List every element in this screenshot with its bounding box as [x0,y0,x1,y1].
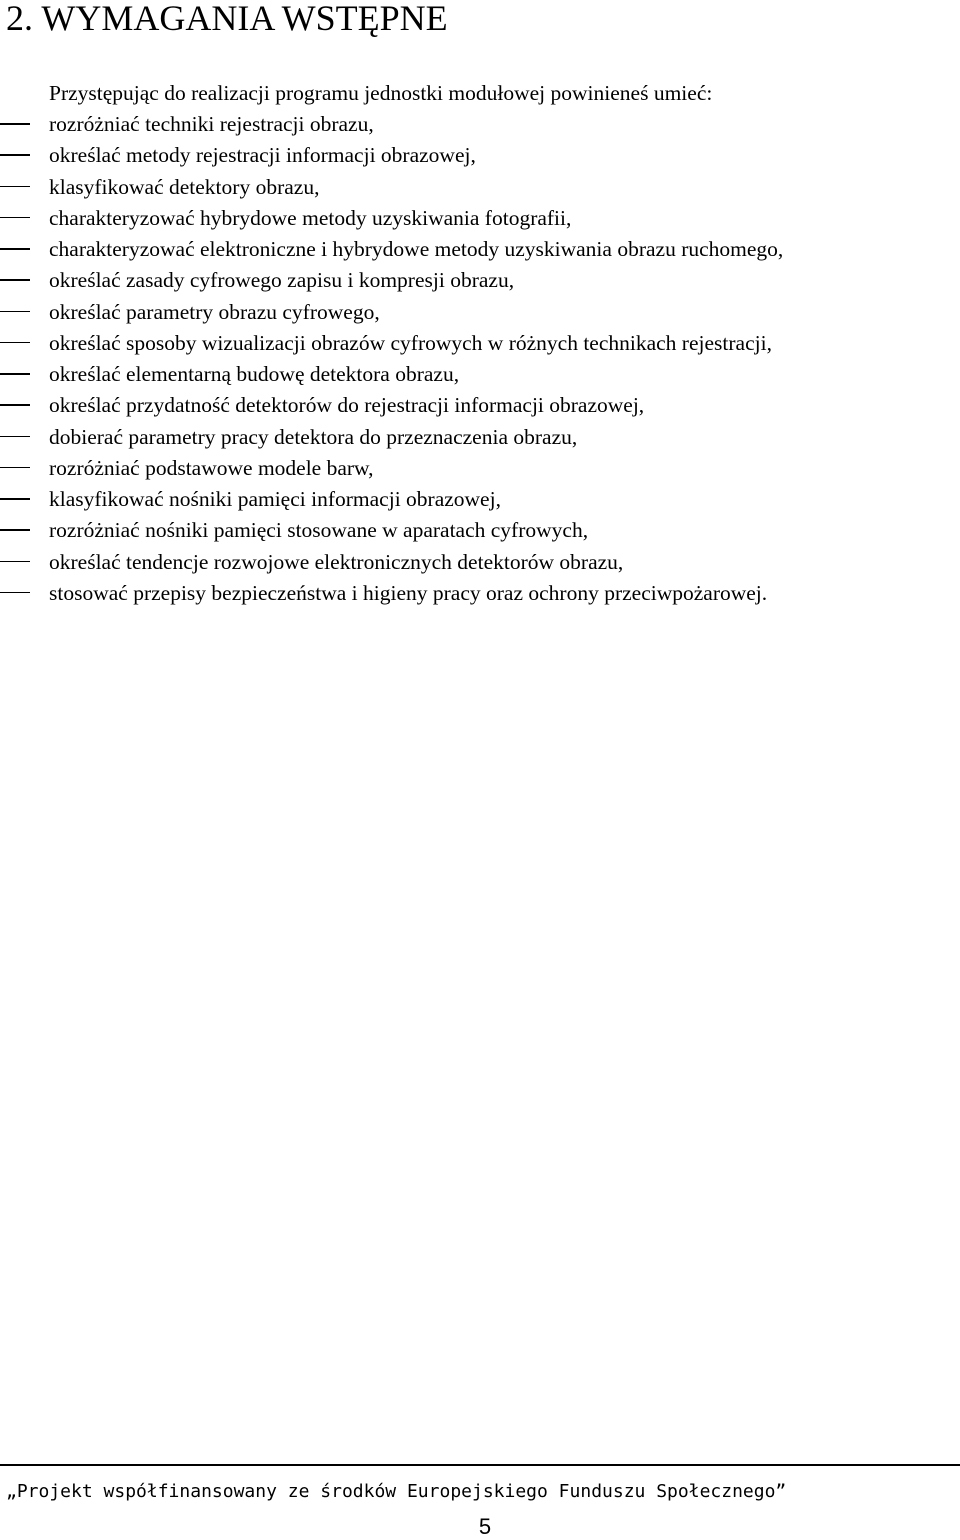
list-item-text: określać elementarną budowę detektora obrazu, [49,362,460,386]
dash-bullet-icon [0,561,30,563]
list-item-text: charakteryzować elektroniczne i hybrydowe metody uzyskiwania obrazu ruchomego, [49,237,784,261]
dash-bullet-icon [0,498,30,500]
dash-bullet-icon [0,436,30,438]
dash-bullet-icon [0,248,30,250]
list-item-text: klasyfikować nośniki pamięci informacji obrazowej, [49,487,501,511]
list-item-text: klasyfikować detektory obrazu, [49,174,320,199]
list-item-text: rozróżniać techniki rejestracji obrazu, [49,112,374,136]
list-item-text: określać zasady cyfrowego zapisu i kompresji obrazu, [49,268,515,293]
dash-bullet-icon [0,467,30,469]
list-item-text: stosować przepisy bezpieczeństwa i higieny pracy oraz ochrony przeciwpożarowej. [49,580,768,605]
intro-paragraph: Przystępując do realizacji programu jednostki modułowej powinieneś umieć: [49,81,713,105]
dash-bullet-icon [0,186,30,188]
list-item-text: określać parametry obrazu cyfrowego, [49,299,380,324]
list-item-text: dobierać parametry pracy detektora do przeznaczenia obrazu, [49,424,578,449]
list-item-text: rozróżniać podstawowe modele barw, [49,455,374,480]
dash-bullet-icon [0,592,30,594]
dash-bullet-icon [0,342,30,344]
dash-bullet-icon [0,529,30,531]
list-item-text: określać tendencje rozwojowe elektronicznych detektorów obrazu, [49,549,624,574]
dash-bullet-icon [0,373,30,375]
list-item-text: określać metody rejestracji informacji obrazowej, [49,143,476,168]
list-item-text: określać sposoby wizualizacji obrazów cyfrowych w różnych technikach rejestracji, [49,330,772,355]
dash-bullet-icon [0,154,30,156]
section-heading: 2. WYMAGANIA WSTĘPNE [6,0,448,38]
footer-funding-note: „Projekt współfinansowany ze środków Europejskiego Funduszu Społecznego” [6,1481,787,1502]
footer-divider [0,1464,960,1466]
list-item-text: charakteryzować hybrydowe metody uzyskiwania fotografii, [49,205,572,230]
dash-bullet-icon [0,123,30,125]
list-item-text: rozróżniać nośniki pamięci stosowane w aparatach cyfrowych, [49,518,589,543]
dash-bullet-icon [0,404,30,406]
page-number: 5 [478,1514,492,1539]
dash-bullet-icon [0,311,30,313]
dash-bullet-icon [0,279,30,281]
list-item-text: określać przydatność detektorów do rejestracji informacji obrazowej, [49,393,645,418]
dash-bullet-icon [0,217,30,219]
